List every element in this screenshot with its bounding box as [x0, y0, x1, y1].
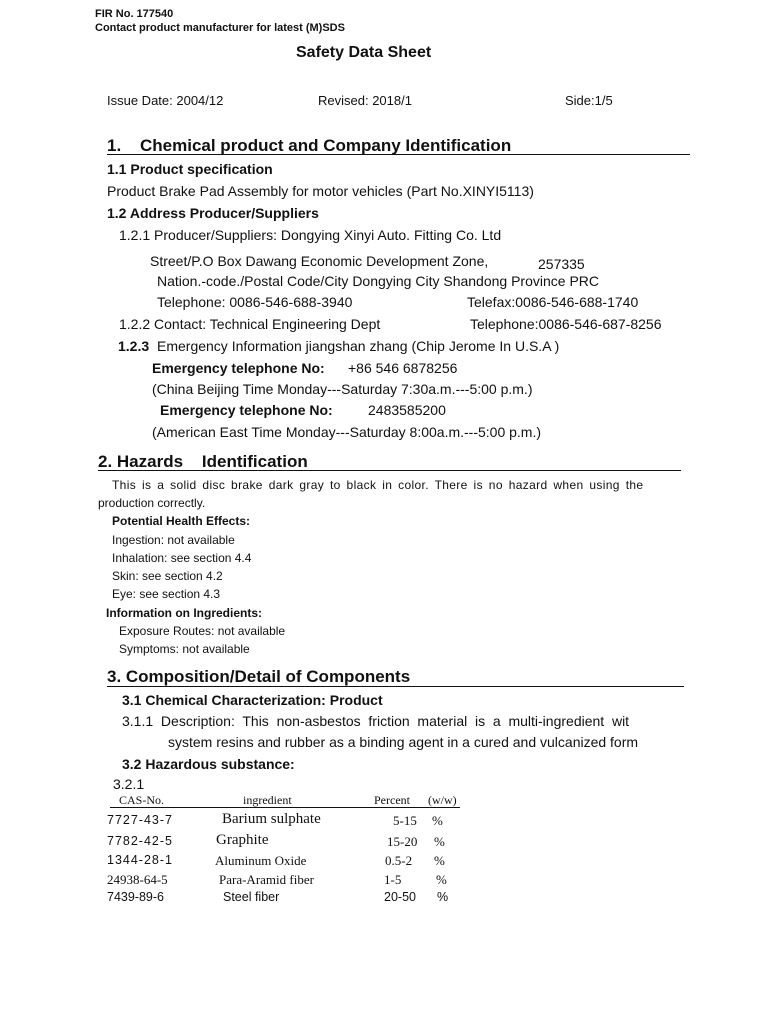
table-header-cas: CAS-No. [119, 793, 165, 807]
health-effects-heading: Potential Health Effects: [112, 514, 251, 528]
row-cas: 1344-28-1 [107, 853, 173, 867]
contact-telephone: Telephone:0086-546-687-8256 [470, 316, 662, 332]
address-heading: 1.2 Address Producer/Suppliers [107, 205, 319, 221]
eye-line: Eye: see section 4.3 [112, 587, 221, 601]
product-spec-text: Product Brake Pad Assembly for motor vehicles (Part No.XINYI5113) [107, 183, 534, 199]
postal-zip: 257335 [538, 256, 585, 272]
telephone-line: Telephone: 0086-546-688-3940 [157, 294, 353, 310]
hazards-intro: This is a solid disc brake dark gray to black in color. There is no hazard when using the [112, 478, 644, 492]
street-line: Street/P.O Box Dawang Economic Development Zone, [150, 253, 489, 269]
section-2-title: 2. Hazards Identification [98, 452, 308, 471]
section-3-underline [107, 686, 684, 687]
revised-date: Revised: 2018/1 [318, 93, 412, 108]
row-cas: 7439-89-6 [107, 890, 164, 904]
document-title: Safety Data Sheet [296, 44, 432, 61]
emergency-time-1: (China Beijing Time Monday---Saturday 7:30a.m.---5:00 p.m.) [152, 381, 533, 397]
table-header-unit: (w/w) [428, 793, 457, 807]
ingestion-line: Ingestion: not available [112, 533, 235, 547]
description-line-2: system resins and rubber as a binding agent in a cured and vulcanized form [168, 734, 639, 750]
inhalation-line: Inhalation: see section 4.4 [112, 551, 252, 565]
symptoms-line: Symptoms: not available [119, 642, 250, 656]
section-3-title: 3. Composition/Detail of Components [107, 667, 411, 686]
emergency-phone-label-1: Emergency telephone No: [152, 360, 325, 376]
row-ingredient: Graphite [216, 832, 269, 848]
emergency-info: Emergency Information jiangshan zhang (Chip Jerome In U.S.A ) [157, 338, 560, 354]
table-header-ingredient: ingredient [243, 793, 292, 807]
contact-dept: 1.2.2 Contact: Technical Engineering Dept [119, 316, 381, 332]
emergency-phone-value-1: +86 546 6878256 [348, 360, 458, 376]
chemical-characterization-heading: 3.1 Chemical Characterization: Product [122, 692, 383, 708]
product-spec-heading: 1.1 Product specification [107, 161, 273, 177]
row-cas: 7782-42-5 [107, 834, 173, 848]
row-unit: % [434, 834, 445, 849]
fir-number: FIR No. 177540 [95, 8, 174, 20]
section-1-underline [107, 154, 690, 155]
table-header-percent: Percent [374, 793, 410, 807]
nation-line: Nation.-code./Postal Code/City Dongying City Shandong Province PRC [157, 273, 600, 289]
exposure-line: Exposure Routes: not available [119, 624, 286, 638]
telefax-line: Telefax:0086-546-688-1740 [467, 294, 639, 310]
row-cas: 7727-43-7 [107, 813, 173, 827]
producer-line: 1.2.1 Producer/Suppliers: Dongying Xinyi Auto. Fitting Co. Ltd [119, 227, 502, 243]
row-unit: % [436, 872, 447, 887]
row-percent: 5-15 [393, 813, 417, 828]
row-unit: % [432, 813, 443, 828]
row-percent: 20-50 [384, 890, 416, 904]
row-cas: 24938-64-5 [107, 872, 168, 887]
table-header-rule [110, 807, 460, 808]
row-percent: 0.5-2 [385, 853, 413, 868]
skin-line: Skin: see section 4.2 [112, 569, 223, 583]
emergency-phone-value-2: 2483585200 [368, 402, 446, 418]
row-ingredient: Steel fiber [223, 890, 280, 904]
emergency-time-2: (American East Time Monday---Saturday 8:00a.m.---5:00 p.m.) [152, 424, 542, 440]
contact-note: Contact product manufacturer for latest (M)SDS [95, 22, 345, 34]
emergency-number: 1.2.3 [118, 338, 150, 354]
row-ingredient: Aluminum Oxide [215, 853, 307, 868]
row-percent: 1-5 [384, 872, 402, 887]
row-percent: 15-20 [387, 834, 418, 849]
description-line-1: 3.1.1 Description: This non-asbestos friction material is a multi-ingredient wit [122, 713, 630, 729]
row-unit: % [437, 890, 449, 904]
row-unit: % [434, 853, 445, 868]
section-1-title: Chemical product and Company Identification [140, 136, 512, 155]
row-ingredient: Para-Aramid fiber [219, 872, 314, 887]
section-1-number: 1. [107, 136, 122, 155]
emergency-phone-label-2: Emergency telephone No: [160, 402, 333, 418]
ingredients-info-heading: Information on Ingredients: [106, 606, 262, 620]
hazards-intro-cont: production correctly. [98, 496, 206, 510]
page-side: Side:1/5 [565, 93, 613, 108]
issue-date: Issue Date: 2004/12 [107, 93, 224, 108]
hazardous-substance-heading: 3.2 Hazardous substance: [122, 756, 295, 772]
row-ingredient: Barium sulphate [222, 811, 321, 827]
subsection-3-2-1: 3.2.1 [113, 776, 145, 792]
section-2-underline [98, 470, 681, 471]
